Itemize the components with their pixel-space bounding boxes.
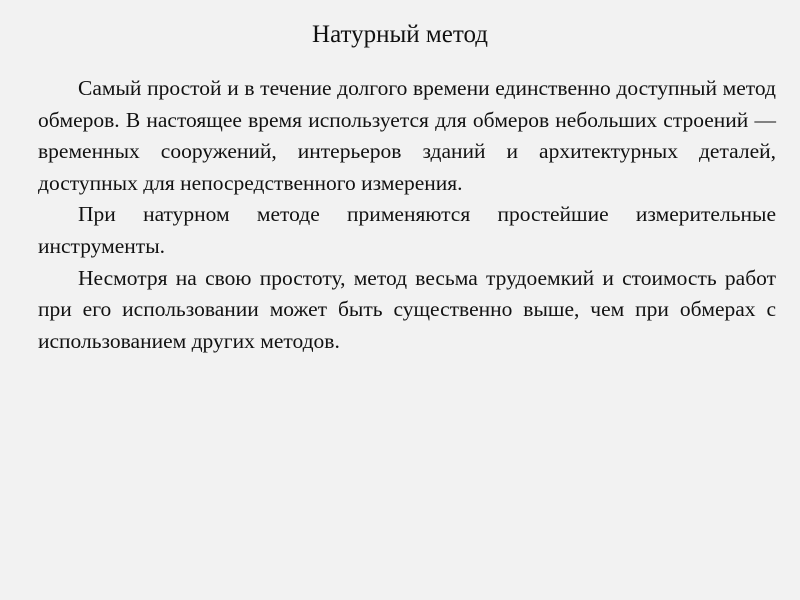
slide-body	[38, 73, 776, 357]
slide-title: Натурный метод	[312, 21, 488, 48]
paragraph-instruments: При натурном методе применяются простейшие измерительные инструменты.	[38, 202, 776, 258]
paragraph-definition: Самый простой и в течение долгого времени единственно доступный метод обмеров. В настоящее время используется для обмеров небольших строений — временных сооружений, интерьеров зданий и архитектурных деталей, доступных для непосредственного измерения.	[38, 76, 776, 195]
paragraph-cost: Несмотря на свою простоту, метод весьма трудоемкий и стоимость работ при его использовании может быть существенно выше, чем при обмерах с использованием других методов.	[38, 265, 776, 353]
